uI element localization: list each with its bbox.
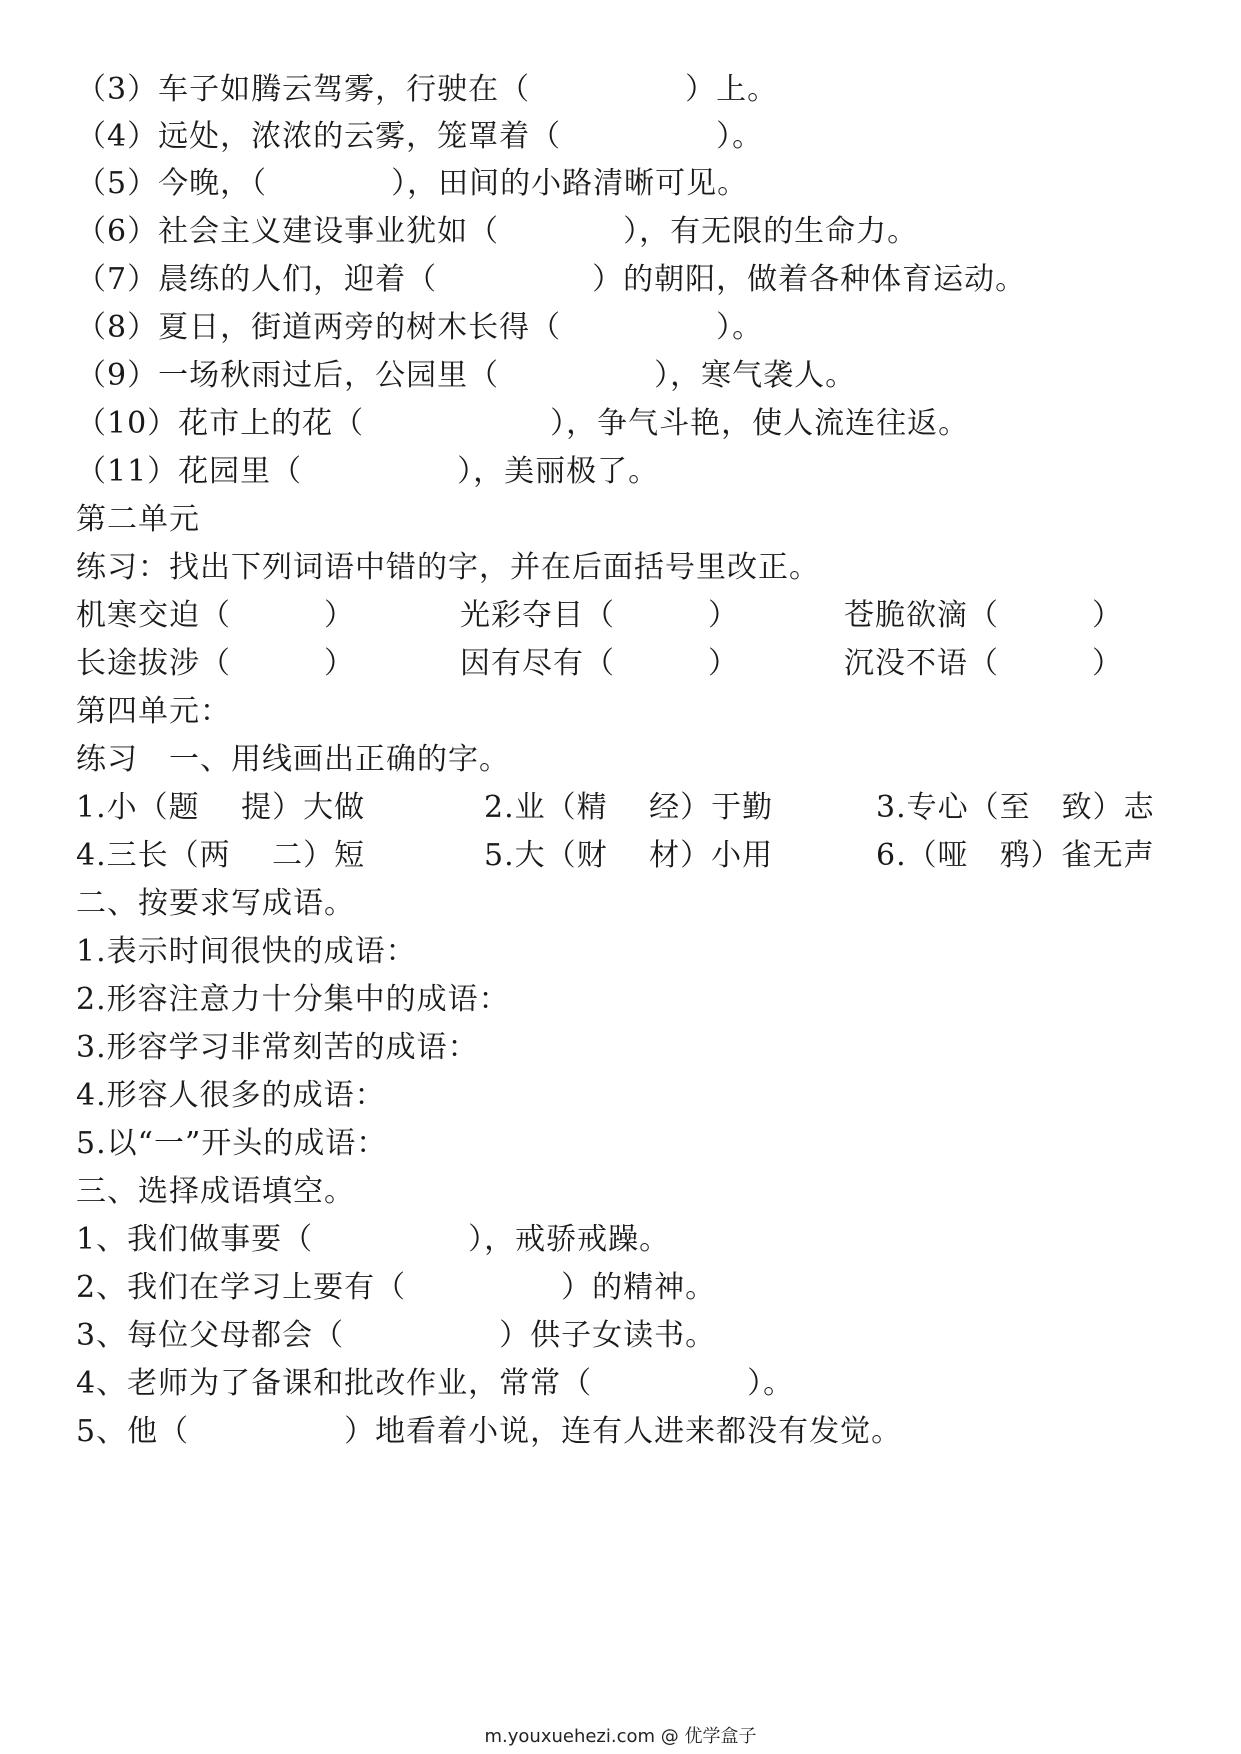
footer-watermark: m.youxuehezi.com @ 优学盒子 [484, 1726, 757, 1747]
correction-item: 苍脆欲滴（ ） [844, 598, 1123, 633]
fill-item-3: 3、每位父母都会（ ）供子女读书。 [76, 1318, 717, 1353]
choice-item: 2.业（精 经）于勤 [484, 790, 774, 825]
fill-item-2: 2、我们在学习上要有（ ）的精神。 [76, 1270, 717, 1305]
unit1-item-4: （4）远处，浓浓的云雾，笼罩着（ ）。 [76, 119, 764, 154]
choice-item: 3.专心（至 致）志 [876, 790, 1155, 825]
fill-item-5: 5、他（ ）地看着小说，连有人进来都没有发觉。 [76, 1414, 903, 1449]
fill-item-4: 4、老师为了备课和批改作业，常常（ ）。 [76, 1366, 795, 1401]
correction-item: 光彩夺目（ ） [460, 598, 739, 633]
fill-item-1: 1、我们做事要（ ），戒骄戒躁。 [76, 1222, 671, 1257]
choice-item: 6.（哑 鸦）雀无声 [876, 838, 1155, 873]
idiom-request-1: 1.表示时间很快的成语： [76, 934, 417, 969]
unit1-item-11: （11）花园里（ ），美丽极了。 [76, 454, 660, 489]
unit2-heading: 第二单元 [76, 502, 200, 537]
idiom-request-4: 4.形容人很多的成语： [76, 1078, 386, 1113]
idiom-request-2: 2.形容注意力十分集中的成语： [76, 982, 510, 1017]
unit4-section2: 二、按要求写成语。 [76, 886, 355, 921]
correction-item: 机寒交迫（ ） [76, 598, 355, 633]
idiom-request-5: 5.以“一”开头的成语： [76, 1126, 388, 1161]
correction-item: 因有尽有（ ） [460, 646, 739, 681]
unit1-item-6: （6）社会主义建设事业犹如（ ），有无限的生命力。 [76, 214, 919, 249]
unit1-item-7: （7）晨练的人们，迎着（ ）的朝阳，做着各种体育运动。 [76, 262, 1027, 297]
correction-item: 长途拔涉（ ） [76, 646, 355, 681]
idiom-request-3: 3.形容学习非常刻苦的成语： [76, 1030, 479, 1065]
unit4-section1: 练习 一、用线画出正确的字。 [76, 742, 510, 777]
unit1-item-8: （8）夏日，街道两旁的树木长得（ ）。 [76, 310, 764, 345]
correction-item: 沉没不语（ ） [844, 646, 1123, 681]
unit1-item-9: （9）一场秋雨过后，公园里（ ），寒气袭人。 [76, 358, 857, 393]
unit4-heading: 第四单元： [76, 694, 231, 729]
choice-item: 5.大（财 材）小用 [484, 838, 774, 873]
unit4-section3: 三、选择成语填空。 [76, 1174, 355, 1209]
choice-item: 1.小（题 提）大做 [76, 790, 366, 825]
unit1-item-10: （10）花市上的花（ ），争气斗艳，使人流连往返。 [76, 406, 970, 441]
unit1-item-5: （5）今晚，（ ），田间的小路清晰可见。 [76, 166, 749, 201]
choice-item: 4.三长（两 二）短 [76, 838, 366, 873]
unit2-instruction: 练习：找出下列词语中错的字，并在后面括号里改正。 [76, 550, 820, 585]
unit1-item-3: （3）车子如腾云驾雾，行驶在（ ）上。 [76, 72, 779, 107]
